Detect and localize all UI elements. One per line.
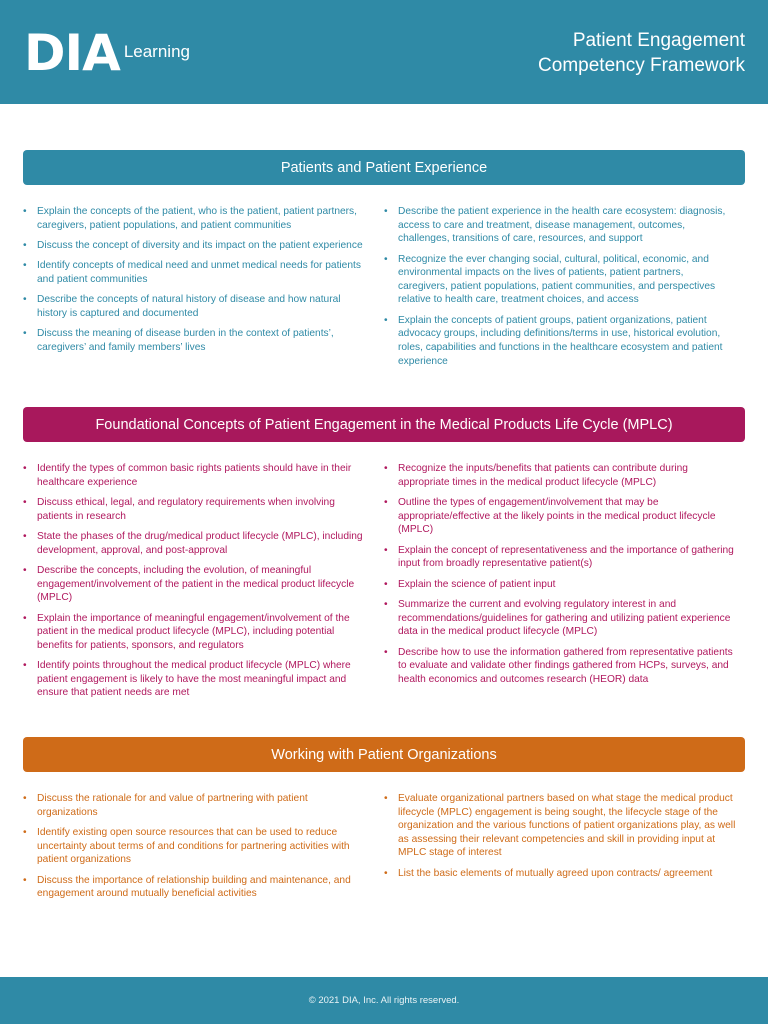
section-patients-left-list: [23, 205, 363, 361]
section-title: Working with Patient Organizations: [271, 746, 497, 763]
list-item: • Describe the concepts of natural history of disease and how natural history is captured and documented: [23, 294, 341, 319]
bullet-icon: •: [23, 660, 27, 672]
logo-subtitle: Learning: [123, 42, 190, 61]
footer-bar: [0, 977, 768, 1024]
bullet-icon: •: [384, 646, 388, 658]
list-item: • Explain the importance of meaningful engagement/involvement of the patient in the medical product lifecycle (MPLC), including potential benefits for patients, sponsors, and regulators: [23, 612, 350, 651]
section-header-foundational-concepts: [23, 407, 745, 442]
bullet-icon: •: [23, 239, 27, 251]
section-organizations-right-list: [384, 792, 736, 887]
bullet-icon: •: [23, 260, 27, 272]
section-title: Foundational Concepts of Patient Engagement in the Medical Products Life Cycle (MPLC): [95, 416, 673, 433]
logo-mark: DIA: [24, 24, 120, 82]
list-item: • Describe the patient experience in the health care ecosystem: diagnosis, access to care and treatment, disease management, outcomes, challenges, transitions of care, resources, and support: [384, 206, 726, 245]
bullet-icon: •: [23, 328, 27, 340]
list-item: • Explain the concepts of the patient, who is the patient, patient partners, caregivers, patient populations, and patient communities: [23, 206, 357, 231]
list-item: • Describe the concepts, including the evolution, of meaningful engagement/involvement of the patient in the medical product lifecycle (MPLC): [23, 564, 355, 604]
list-item: • State the phases of the drug/medical product lifecycle (MPLC), including development, approval, and post-approval: [23, 530, 363, 556]
list-item: • Explain the concept of representativeness and the importance of gathering input from broadly representative patient(s): [384, 544, 734, 570]
section-header-patients: [23, 150, 745, 185]
list-item: • Outline the types of engagement/involvement that may be appropriate/effective at the likely points in the medical product lifecycle (MPLC): [384, 496, 716, 536]
bullet-icon: •: [23, 874, 27, 886]
bullet-icon: •: [384, 463, 388, 474]
list-item: • Evaluate organizational partners based on what stage the medical product lifecycle (MPLC) engagement is being sought, the lifecycle stage of the organization and the various functions of patient organizations play, as well as assessing their relevant competencies and skill in providing input at MPLC stage of interest: [384, 793, 736, 859]
list-item: • Explain the science of patient input: [384, 578, 556, 590]
bullet-icon: •: [23, 612, 27, 624]
bullet-icon: •: [23, 294, 27, 306]
list-item: • Identify the types of common basic rights patients should have in their healthcare experience: [23, 463, 352, 488]
list-item: • Recognize the ever changing social, cultural, political, economic, and environmental impacts on the lives of patients, patient partners, caregivers, patient populations, patient communities, and perspectives relative to health care, treatment choices, and access: [384, 253, 716, 306]
list-item: • Identify existing open source resources that can be used to reduce uncertainty about terms of and conditions for partnering activities with patient organizations: [23, 826, 350, 866]
list-item: • Summarize the current and evolving regulatory interest in and recommendations/guidelines for gathering and utilizing patient experience data in the medical product lifecycle (MPLC): [384, 598, 731, 638]
section-patients-right-list: [384, 205, 736, 375]
bullet-icon: •: [384, 496, 388, 508]
list-item: • List the basic elements of mutually agreed upon contracts/ agreement: [384, 867, 713, 879]
list-item: • Describe how to use the information gathered from representative patients to evaluate and validate other findings gathered from HCPs, surveys, and health economics and outcomes research (HEOR) data: [384, 646, 733, 685]
bullet-icon: •: [23, 463, 27, 474]
section-header-patient-organizations: [23, 737, 745, 772]
bullet-icon: •: [384, 578, 388, 590]
section-title: Patients and Patient Experience: [280, 159, 488, 176]
list-item: • Discuss ethical, legal, and regulatory requirements when involving patients in research: [23, 496, 335, 522]
copyright-text: © 2021 DIA, Inc. All rights reserved.: [308, 995, 460, 1006]
list-item: • Identify concepts of medical need and unmet medical needs for patients and patient communities: [23, 260, 361, 285]
list-item: • Discuss the meaning of disease burden in the context of patients’, caregivers’ and family members’ lives: [23, 328, 334, 353]
document-title: [538, 28, 745, 78]
title-line-2: Competency Framework: [538, 55, 745, 76]
list-item: • Discuss the concept of diversity and its impact on the patient experience: [23, 239, 363, 251]
header-banner: [0, 0, 768, 104]
bullet-icon: •: [23, 793, 27, 804]
bullet-icon: •: [384, 598, 388, 610]
title-line-1: Patient Engagement: [572, 30, 745, 51]
bullet-icon: •: [384, 314, 388, 326]
bullet-icon: •: [23, 564, 27, 576]
list-item: • Identify points throughout the medical product lifecycle (MPLC) where patient engagement is likely to have the most meaningful impact and ensure that patient needs are met: [23, 660, 351, 699]
bullet-icon: •: [23, 530, 27, 542]
bullet-icon: •: [23, 206, 27, 217]
bullet-icon: •: [384, 253, 388, 265]
dia-learning-logo: [24, 24, 190, 82]
bullet-icon: •: [384, 544, 388, 556]
bullet-icon: •: [384, 793, 388, 804]
bullet-icon: •: [384, 867, 388, 879]
section-organizations-left-list: [23, 792, 363, 908]
bullet-icon: •: [384, 206, 388, 217]
section-foundational-right-list: [384, 462, 736, 693]
list-item: • Recognize the inputs/benefits that patients can contribute during appropriate times in the medical product lifecycle (MPLC): [384, 463, 688, 488]
list-item: • Discuss the rationale for and value of partnering with patient organizations: [23, 793, 308, 818]
list-item: • Discuss the importance of relationship building and maintenance, and engagement around mutually beneficial activities: [23, 874, 351, 900]
bullet-icon: •: [23, 496, 27, 508]
list-item: • Explain the concepts of patient groups, patient organizations, patient advocacy groups, including definitions/terms in use, historical evolution, roles, capabilities and functions in the healthcare ecosystem and patient experience: [384, 314, 723, 367]
section-foundational-left-list: [23, 462, 363, 707]
bullet-icon: •: [23, 826, 27, 838]
